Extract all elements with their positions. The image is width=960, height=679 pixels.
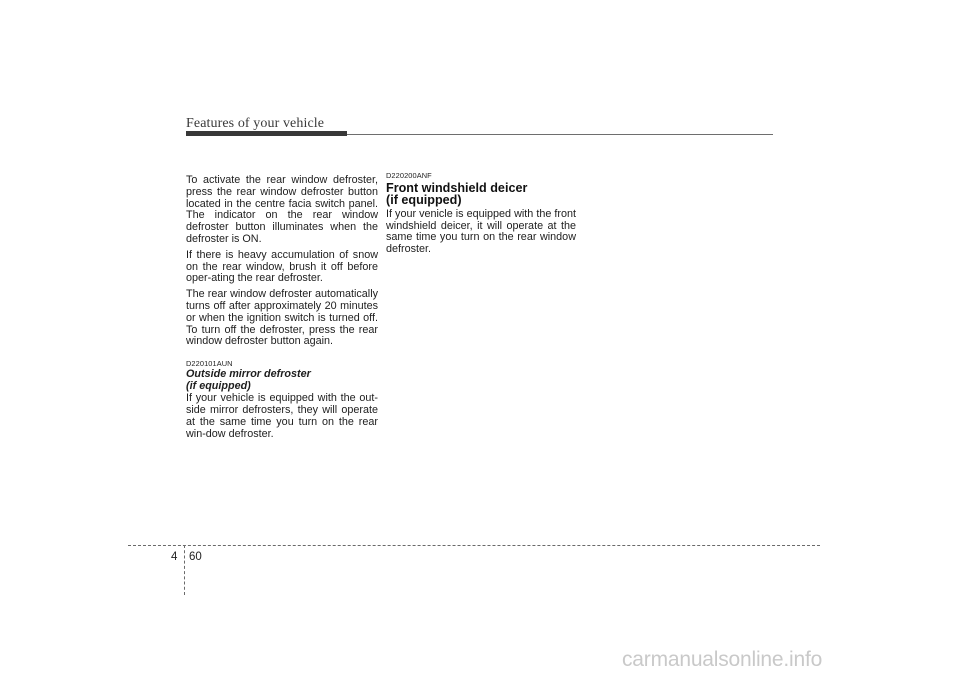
heading-line: (if equipped) bbox=[186, 379, 251, 392]
footer-rule bbox=[128, 545, 820, 546]
paragraph-deicer: If your venicle is equipped with the front windshield deicer, it will operate at the same time you turn on the rear window defroster. bbox=[386, 207, 576, 256]
paragraph-mirror-defroster: If your vehicle is equipped with the out-side mirror defrosters, they will operate at the same time you turn on the rear win-dow defroster. bbox=[186, 392, 378, 440]
chapter-number: 4 bbox=[171, 551, 178, 563]
heading-line: Outside mirror defroster bbox=[186, 368, 311, 381]
heading-line: (if equipped) bbox=[386, 193, 462, 208]
watermark: carmanualsonline.info bbox=[622, 648, 823, 671]
header-accent-bar bbox=[186, 131, 347, 136]
footer-vertical-rule bbox=[184, 545, 185, 595]
heading-line: Front windshield deicer bbox=[386, 181, 528, 195]
heading-front-windshield-deicer bbox=[386, 182, 576, 207]
heading-outside-mirror-defroster bbox=[186, 369, 378, 392]
section-code-mirror: D220101AUN bbox=[186, 359, 233, 369]
right-column bbox=[386, 171, 576, 260]
paragraph-snow: If there is heavy accumulation of snow on the rear window, brush it off before oper-ating the rear defroster. bbox=[186, 248, 378, 285]
header-rule bbox=[347, 134, 773, 135]
page-header-title: Features of your vehicle bbox=[186, 116, 325, 131]
paragraph-auto-off: The rear window defroster automatically turns off after approximately 20 minutes or when the ignition switch is turned off. To turn off the defroster, press the rear window defroster button again. bbox=[186, 288, 378, 348]
left-column bbox=[186, 175, 378, 445]
paragraph-activate: To activate the rear window defroster, press the rear window defroster button located in the centre facia switch panel. The indicator on the rear window defroster button illuminates when the defroster is ON. bbox=[186, 174, 378, 245]
section-code-deicer: D220200ANF bbox=[386, 171, 432, 180]
page-number: 60 bbox=[189, 551, 202, 563]
